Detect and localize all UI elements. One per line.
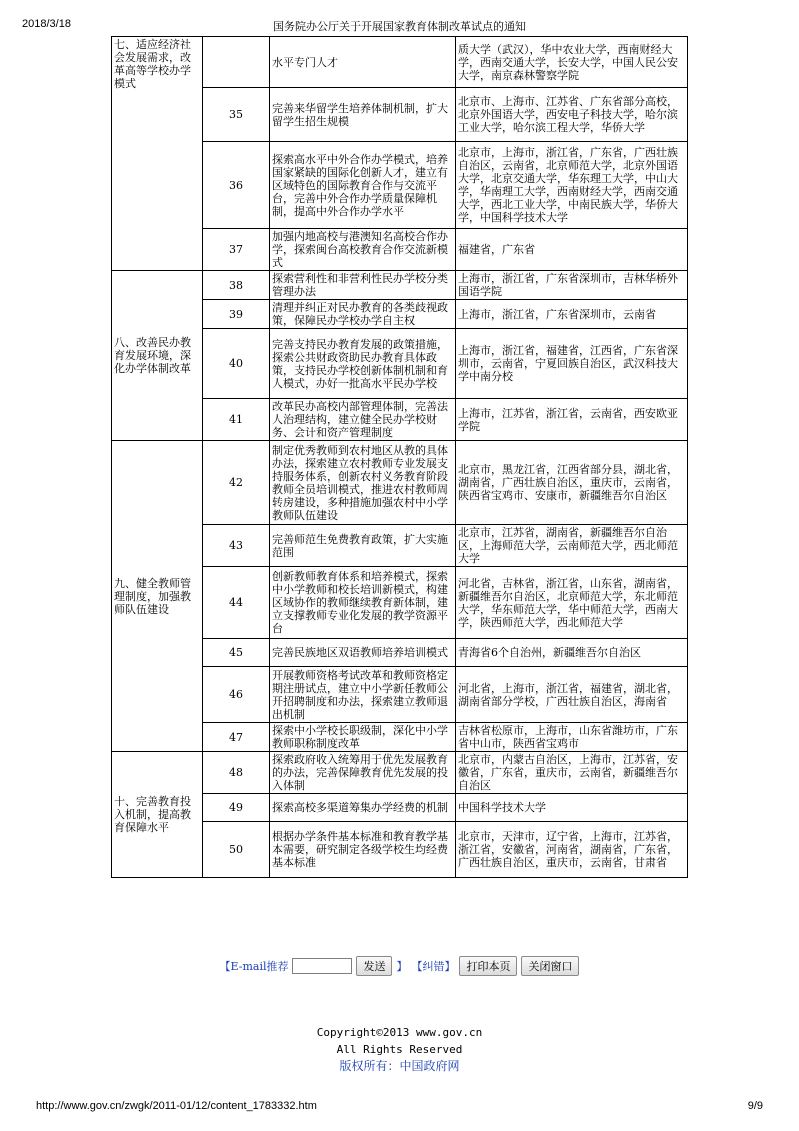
- task-cell: 改革民办高校内部管理体制，完善法人治理结构，建立健全民办学校财务、会计和资产管理制度: [270, 399, 456, 441]
- task-cell: 探索政府收入统筹用于优先发展教育的办法，完善保障教育优先发展的投入体制: [270, 752, 456, 794]
- table-row: [112, 752, 688, 794]
- task-cell: 创新教师教育体系和培养模式，探索中小学教师和校长培训新模式，构建区域协作的教师继续教育新体制，建立支撑教师专业化发展的教学资源平台: [270, 567, 456, 639]
- locations-cell: 上海市，浙江省，广东省深圳市，云南省: [456, 300, 688, 329]
- task-cell: 探索高校多渠道筹集办学经费的机制: [270, 794, 456, 822]
- item-number: 44: [203, 567, 270, 639]
- action-bar: [0, 956, 799, 976]
- task-cell: 完善师范生免费教育政策，扩大实施范围: [270, 525, 456, 567]
- pilot-table: [111, 36, 688, 878]
- correction-link[interactable]: 【纠错】: [411, 960, 456, 973]
- item-number: 40: [203, 329, 270, 399]
- locations-cell: 青海省6个自治州，新疆维吾尔自治区: [456, 639, 688, 667]
- page-title: 国务院办公厅关于开展国家教育体制改革试点的通知: [273, 21, 526, 33]
- locations-cell: 北京市，内蒙古自治区，上海市，江苏省，安徽省，广东省，重庆市，云南省，新疆维吾尔自治区: [456, 752, 688, 794]
- task-cell: 加强内地高校与港澳知名高校合作办学，探索闽台高校教育合作交流新模式: [270, 229, 456, 271]
- category-cell: 十、完善教育投入机制，提高教育保障水平: [112, 752, 203, 878]
- item-number: 47: [203, 723, 270, 752]
- email-input[interactable]: [292, 958, 352, 974]
- task-cell: 完善来华留学生培养体制机制，扩大留学生招生规模: [270, 88, 456, 142]
- copyright-line: Copyright©2013 www.gov.cn: [316, 1026, 483, 1039]
- rights-line: All Rights Reserved: [336, 1043, 463, 1056]
- item-number: 49: [203, 794, 270, 822]
- locations-cell: 北京市，黑龙江省，江西省部分县，湖北省，湖南省，广西壮族自治区，重庆市，云南省，陕西省宝鸡市、安康市，新疆维吾尔自治区: [456, 441, 688, 525]
- locations-cell: 吉林省松原市，上海市，山东省潍坊市，广东省中山市，陕西省宝鸡市: [456, 723, 688, 752]
- table-row: [112, 271, 688, 300]
- category-cell: 八、改善民办教育发展环境，深化办学体制改革: [112, 271, 203, 441]
- category-cell: 九、健全教师管理制度，加强教师队伍建设: [112, 441, 203, 752]
- task-cell: 完善民族地区双语教师培养培训模式: [270, 639, 456, 667]
- item-number: 45: [203, 639, 270, 667]
- item-number: 43: [203, 525, 270, 567]
- task-cell: 探索中小学校长职级制，深化中小学教师职称制度改革: [270, 723, 456, 752]
- task-cell: 完善支持民办教育发展的政策措施，探索公共财政资助民办教育具体政策，支持民办学校创新体制机制和育人模式，办好一批高水平民办学校: [270, 329, 456, 399]
- locations-cell: 北京市，天津市，辽宁省，上海市，江苏省，浙江省，安徽省，河南省，湖南省，广东省，广西壮族自治区，重庆市，云南省，甘肃省: [456, 822, 688, 878]
- site-owner-link[interactable]: 版权所有：中国政府网: [339, 1059, 460, 1073]
- copyright-block: [0, 1024, 799, 1075]
- item-number: 48: [203, 752, 270, 794]
- item-number: [203, 37, 270, 88]
- page-number: 9/9: [747, 1100, 763, 1112]
- print-button[interactable]: 打印本页: [459, 956, 517, 976]
- item-number: 41: [203, 399, 270, 441]
- task-cell: 探索高水平中外合作办学模式，培养国家紧缺的国际化创新人才，建立有区域特色的国际教育合作与交流平台，完善中外合作办学质量保障机制，提高中外合作办学水平: [270, 142, 456, 229]
- item-number: 36: [203, 142, 270, 229]
- item-number: 50: [203, 822, 270, 878]
- table-row: [112, 441, 688, 525]
- item-number: 38: [203, 271, 270, 300]
- locations-cell: 中国科学技术大学: [456, 794, 688, 822]
- item-number: 37: [203, 229, 270, 271]
- task-cell: 清理并纠正对民办教育的各类歧视政策，保障民办学校办学自主权: [270, 300, 456, 329]
- task-cell: 根据办学条件基本标准和教育教学基本需要，研究制定各级学校生均经费基本标准: [270, 822, 456, 878]
- item-number: 42: [203, 441, 270, 525]
- task-cell: 开展教师资格考试改革和教师资格定期注册试点，建立中小学新任教师公开招聘制度和办法，探索建立教师退出机制: [270, 667, 456, 723]
- locations-cell: 上海市，江苏省，浙江省，云南省，西安欧亚学院: [456, 399, 688, 441]
- email-recommend-label: 【E-mail推荐: [219, 960, 289, 973]
- locations-cell: 河北省，上海市，浙江省，福建省，湖北省，湖南省部分学校，广西壮族自治区，海南省: [456, 667, 688, 723]
- task-cell: 水平专门人才: [270, 37, 456, 88]
- locations-cell: 福建省，广东省: [456, 229, 688, 271]
- locations-cell: 上海市，浙江省，福建省，江西省，广东省深圳市，云南省，宁夏回族自治区，武汉科技大学中南分校: [456, 329, 688, 399]
- item-number: 46: [203, 667, 270, 723]
- page-url: http://www.gov.cn/zwgk/2011-01/12/content_1783332.htm: [36, 1100, 317, 1112]
- locations-cell: 北京市、上海市、江苏省、广东省部分高校，北京外国语大学，西安电子科技大学，哈尔滨工业大学，哈尔滨工程大学，华侨大学: [456, 88, 688, 142]
- locations-cell: 北京市，江苏省，湖南省，新疆维吾尔自治区，上海师范大学，云南师范大学，西北师范大学: [456, 525, 688, 567]
- item-number: 39: [203, 300, 270, 329]
- category-cell: 七、适应经济社会发展需求，改革高等学校办学模式: [112, 37, 203, 271]
- task-cell: 探索营利性和非营利性民办学校分类管理办法: [270, 271, 456, 300]
- task-cell: 制定优秀教师到农村地区从教的具体办法，探索建立农村教师专业发展支持服务体系，创新农村义务教育阶段教师全员培训模式，推进农村教师周转房建设，多种措施加强农村中小学教师队伍建设: [270, 441, 456, 525]
- locations-cell: 北京市，上海市，浙江省，广东省，广西壮族自治区，云南省，北京师范大学，北京外国语大学，北京交通大学，华东理工大学，中山大学，华南理工大学，西南财经大学，西南交通大学，西北工业大学，中南民族大学，华侨大学，中国科学技术大学: [456, 142, 688, 229]
- locations-cell: 河北省，吉林省，浙江省，山东省，湖南省，新疆维吾尔自治区，北京师范大学，东北师范大学，华东师范大学，华中师范大学，西南大学，陕西师范大学，西北师范大学: [456, 567, 688, 639]
- send-button[interactable]: 发送: [356, 956, 392, 976]
- table-row: [112, 37, 688, 88]
- close-window-button[interactable]: 关闭窗口: [521, 956, 579, 976]
- locations-cell: 上海市，浙江省，广东省深圳市，吉林华桥外国语学院: [456, 271, 688, 300]
- email-bracket-close: 】: [396, 960, 408, 973]
- item-number: 35: [203, 88, 270, 142]
- locations-cell: 质大学（武汉），华中农业大学，西南财经大学，西南交通大学，长安大学，中国人民公安大学，南京森林警察学院: [456, 37, 688, 88]
- print-date: 2018/3/18: [22, 18, 71, 30]
